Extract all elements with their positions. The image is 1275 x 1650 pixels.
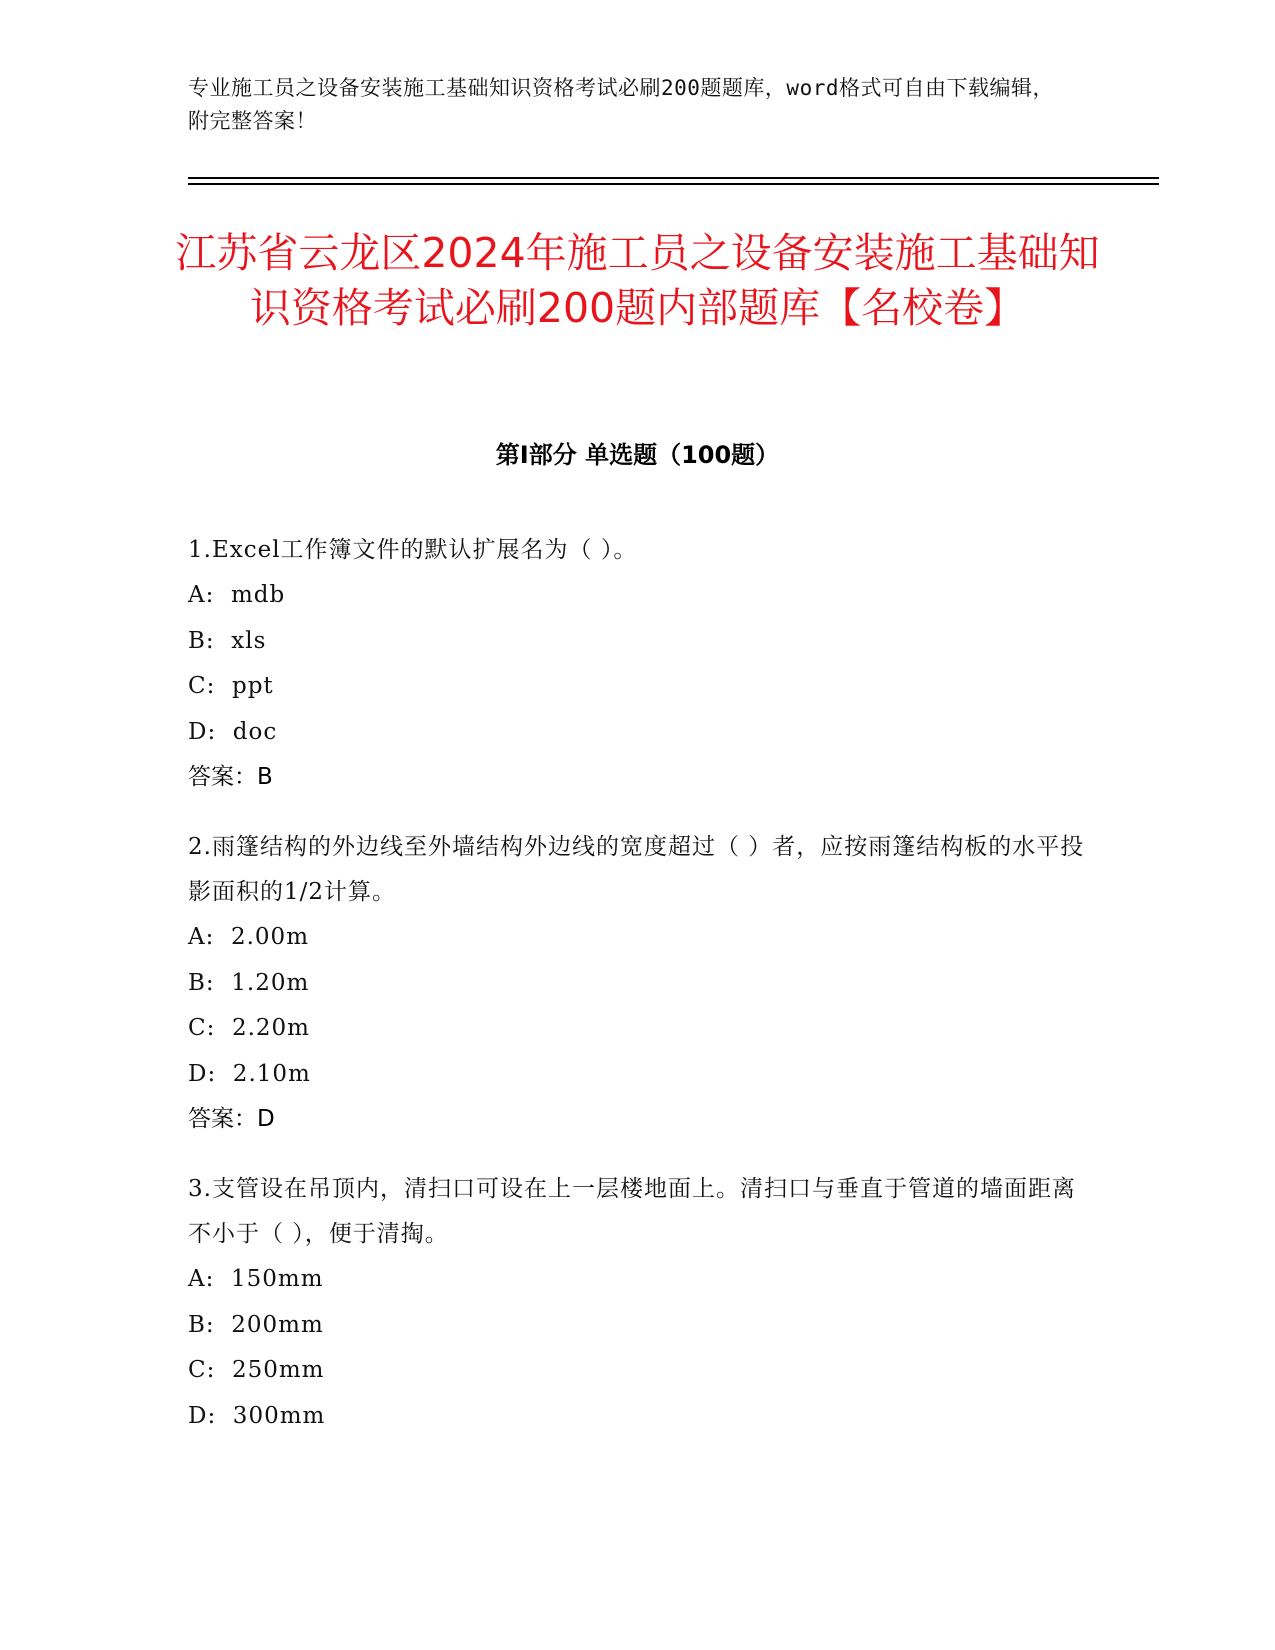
option-a: A: 150mm [188, 1266, 324, 1292]
question-list [188, 528, 1088, 1464]
answer: 答案：B [188, 764, 273, 790]
option-d: D: 2.10m [188, 1060, 311, 1087]
option-c: C: ppt [188, 673, 274, 699]
section-title: 第Ⅰ部分 单选题（100题） [495, 441, 780, 469]
document-title: 江苏省云龙区2024年施工员之设备安装施工基础知识资格考试必刷200题内部题库【名校卷】 [175, 229, 1100, 332]
option-d: D: doc [188, 718, 278, 745]
option-c: C: 250mm [188, 1357, 325, 1383]
question-1 [188, 528, 1088, 800]
option-d: D: 300mm [188, 1402, 326, 1429]
option-b: B: 200mm [188, 1311, 324, 1338]
option-b: B: 1.20m [188, 969, 310, 996]
question-3 [188, 1167, 1088, 1439]
option-c: C: 2.20m [188, 1015, 310, 1041]
question-text: 3.支管设在吊顶内，清扫口可设在上一层楼地面上。清扫口与垂直于管道的墙面距离不小于（ ），便于清掏。 [188, 1176, 1076, 1247]
question-text: 1.Excel工作簿文件的默认扩展名为（ ）。 [188, 537, 638, 563]
answer: 答案：D [188, 1106, 275, 1132]
question-text: 2.雨篷结构的外边线至外墙结构外边线的宽度超过（ ）者，应按雨篷结构板的水平投影面积的1/2计算。 [188, 834, 1085, 905]
option-a: A: mdb [188, 582, 286, 608]
divider-line-bottom [188, 183, 1159, 185]
option-b: B: xls [188, 627, 267, 654]
option-a: A: 2.00m [188, 924, 310, 950]
header-divider [188, 177, 1159, 185]
divider-line-top [188, 177, 1159, 179]
question-2 [188, 825, 1088, 1142]
header-note: 专业施工员之设备安装施工基础知识资格考试必刷200题题库，word格式可自由下载编辑，附完整答案！ [188, 76, 1054, 133]
